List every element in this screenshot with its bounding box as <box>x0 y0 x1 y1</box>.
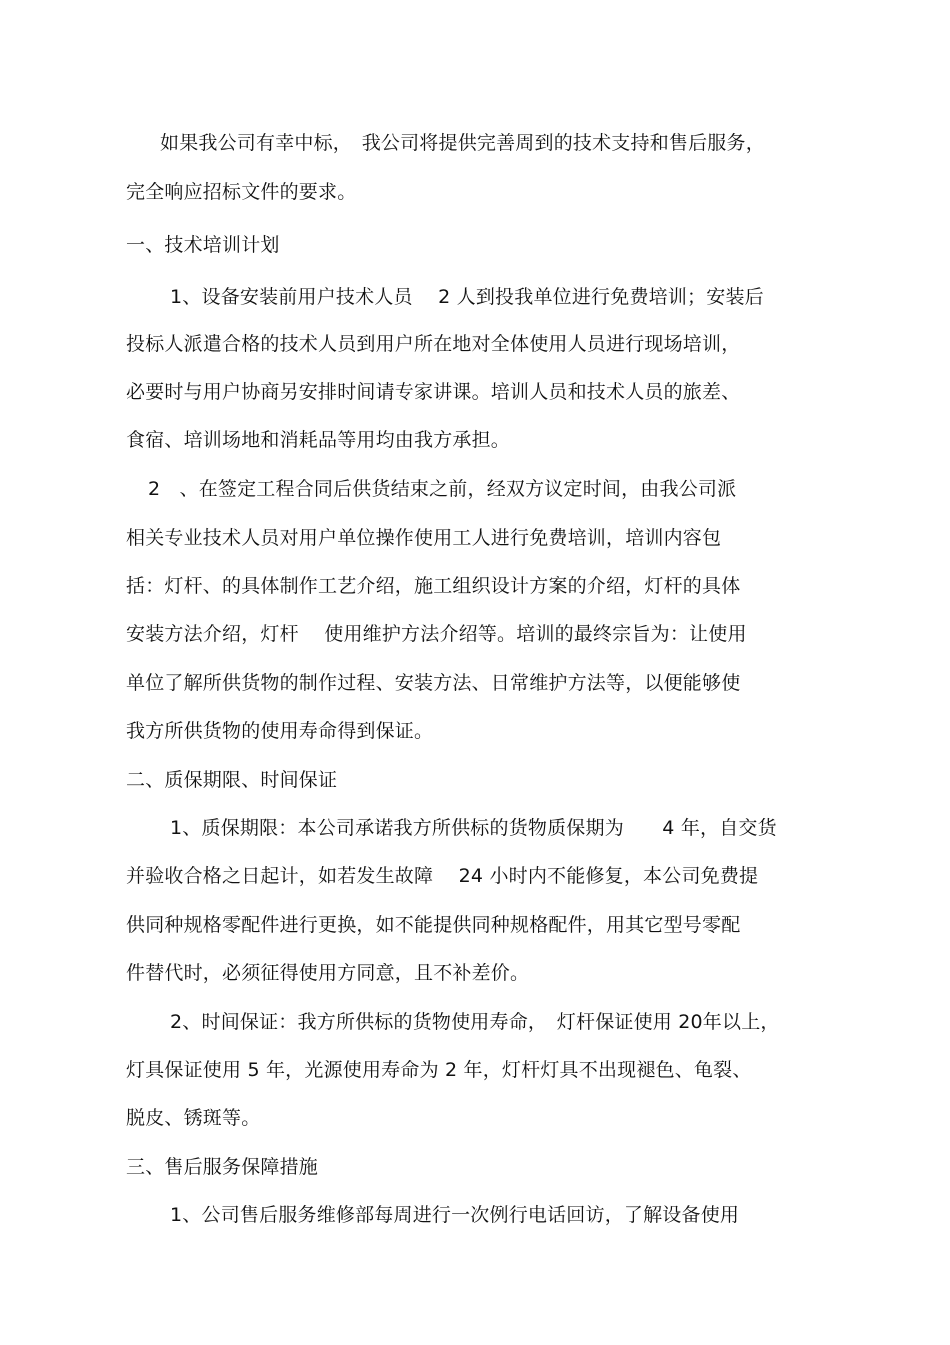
text-line: 单位了解所供货物的制作过程、安装方法、日常维护方法等，以便能够使 <box>126 672 741 694</box>
text-line: 安装方法介绍，灯杆 使用维护方法介绍等。培训的最终宗旨为：让使用 <box>126 623 747 645</box>
text-line: 我方所供货物的使用寿命得到保证。 <box>126 720 434 742</box>
text-line: 供同种规格零配件进行更换，如不能提供同种规格配件，用其它型号零配 <box>126 914 741 936</box>
text-line: 件替代时，必须征得使用方同意，且不补差价。 <box>126 962 530 984</box>
text-line: 灯具保证使用 5 年，光源使用寿命为 2 年，灯杆灯具不出现褪色、龟裂、 <box>126 1059 752 1081</box>
text-line: 2、时间保证：我方所供标的货物使用寿命， 灯杆保证使用 20年以上， <box>170 1011 780 1033</box>
section-heading: 三、售后服务保障措施 <box>126 1156 319 1178</box>
text-line: 投标人派遣合格的技术人员到用户所在地对全体使用人员进行现场培训， <box>126 333 741 355</box>
section-heading: 二、质保期限、时间保证 <box>126 769 338 791</box>
text-line: 1、质保期限：本公司承诺我方所供标的货物质保期为 4 年，自交货 <box>170 817 777 839</box>
text-line: 完全响应招标文件的要求。 <box>126 181 357 203</box>
text-line: 1、公司售后服务维修部每周进行一次例行电话回访，了解设备使用 <box>170 1204 740 1226</box>
text-line: 2 、在签定工程合同后供货结束之前，经双方议定时间，由我公司派 <box>148 478 737 500</box>
text-line: 脱皮、锈斑等。 <box>126 1107 261 1129</box>
text-line: 相关专业技术人员对用户单位操作使用工人进行免费培训，培训内容包 <box>126 527 722 549</box>
text-line: 如果我公司有幸中标， 我公司将提供完善周到的技术支持和售后服务， <box>160 132 765 154</box>
section-heading: 一、技术培训计划 <box>126 234 280 256</box>
text-line: 并验收合格之日起计，如若发生故障 24 小时内不能修复，本公司免费提 <box>126 865 759 887</box>
text-line: 括：灯杆、的具体制作工艺介绍，施工组织设计方案的介绍，灯杆的具体 <box>126 575 741 597</box>
text-line: 1、设备安装前用户技术人员 2 人到投我单位进行免费培训；安装后 <box>170 286 764 308</box>
text-line: 必要时与用户协商另安排时间请专家讲课。培训人员和技术人员的旅差、 <box>126 381 741 403</box>
text-line: 食宿、培训场地和消耗品等用均由我方承担。 <box>126 429 511 451</box>
